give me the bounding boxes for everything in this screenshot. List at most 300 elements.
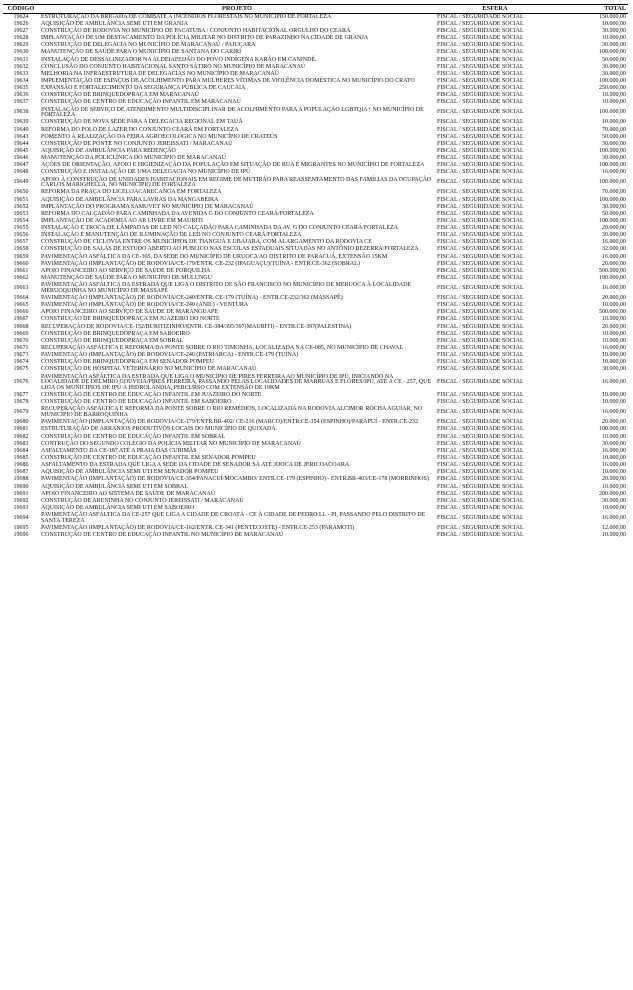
row-total: 70.000,00 [602,189,626,196]
row-sphere: FISCAL / SEGURIDADE SOCIAL [437,119,524,126]
table-row [3,204,628,211]
row-total: 16.000,00 [602,447,626,454]
row-sphere: FISCAL / SEGURIDADE SOCIAL [437,225,524,232]
row-total: 20.000,00 [602,476,626,483]
row-project: RECUPERAÇÃO DE RODOVIA/CE-152/BURITIZINHO/ENTR. CE-384/395/397(MAURITI) - ENTR.CE-397(PALESTINA) [41,323,352,330]
row-total: 20.000,00 [602,419,626,426]
row-project: APOIO FINANCEIRO AO SISTEMA DE SAÚDE DE MARACANAÚ [41,490,216,497]
row-total: 50.000,00 [602,56,626,63]
row-total: 16.000,00 [602,409,626,416]
row-code: 19628 [13,35,29,42]
row-project: AQUISIÇÃO DE AMBULÂNCIA SEMI UTI EM SABOEIRO [41,504,195,511]
row-sphere: FISCAL / SEGURIDADE SOCIAL [437,169,524,176]
row-code: 19646 [13,155,29,162]
row-sphere: FISCAL / SEGURIDADE SOCIAL [437,63,524,70]
table-row [3,107,628,120]
table-row [3,434,628,441]
table-row [3,197,628,204]
row-total: 30.000,00 [602,203,626,210]
table-body [3,14,628,540]
table-row [3,477,628,484]
row-sphere: FISCAL / SEGURIDADE SOCIAL [437,316,524,323]
row-project: CONSTRUÇÃO DE SALAS DE ESTUDO ABERTO AO PÚBLICO NAS ESCOLAS ESTADUAIS SITUADAS NO ANTÔNIO BEZERRA/FORTALEZA [41,246,419,253]
row-total: 30.000,00 [602,63,626,70]
row-sphere: FISCAL / SEGURIDADE SOCIAL [437,42,524,49]
row-project: CONSTRUÇÃO DE CENTRO DE EDUCAÇÃO INFANTIL EM SOBRAL [41,433,226,440]
row-sphere: FISCAL / SEGURIDADE SOCIAL [437,366,524,373]
row-total: 100.000,00 [599,147,626,154]
row-code: 19670 [13,337,29,344]
row-total: 10.000,00 [602,504,626,511]
row-sphere: FISCAL / SEGURIDADE SOCIAL [437,232,524,239]
row-code: 19655 [13,225,29,232]
row-sphere: FISCAL / SEGURIDADE SOCIAL [437,13,524,20]
row-project: AQUISIÇÃO DE AMBULÂNCIA SEMI UTI EM GRANJA [41,20,189,27]
row-total: 10.000,00 [602,483,626,490]
table-row [3,324,628,331]
row-code: 19634 [13,77,29,84]
row-project: PAVIMENTAÇÃO ASFÁLTICA DA CE-365, DA SEDE DO MUNICÍPIO DE URUOCA AO DISTRITO DE PARACUÁ, EXTENSÃO 15KM [41,253,388,260]
row-project: RECUPERAÇÃO ASFÁLTICA E REFORMA DA PONTE SOBRE O RIO TIMONHA, LOCALIZADA NA CE-085, NO MUNICÍPIO DE CHAVAL [41,345,404,352]
row-code: 19638 [13,109,29,116]
row-total: 16.000,00 [602,253,626,260]
row-sphere: FISCAL / SEGURIDADE SOCIAL [437,392,524,399]
table-row [3,170,628,177]
row-sphere: FISCAL / SEGURIDADE SOCIAL [437,189,524,196]
row-total: 10.000,00 [602,352,626,359]
table-row [3,190,628,197]
row-code: 19653 [13,210,29,217]
row-sphere: FISCAL / SEGURIDADE SOCIAL [437,345,524,352]
row-code: 19637 [13,99,29,106]
row-project: AQUISIÇÃO DE AMBULÂNCIA SEMI UTI EM SENADOR POMPEU [41,469,219,476]
row-sphere: FISCAL / SEGURIDADE SOCIAL [437,70,524,77]
row-total: 10.000,00 [602,330,626,337]
row-project: ASFALTAMENTO DA ESTRADA QUE LIGA A SEDE DA CIDADE DE SENADOR SÁ ATÉ JIJOCA DE JERICOACOARA [41,462,350,469]
row-project: AQUISIÇÃO DE AMBULÂNCIA PARA LAVRAS DA MANGABEIRA [41,196,219,203]
row-sphere: FISCAL / SEGURIDADE SOCIAL [437,267,524,274]
header-code: CÓDIGO [3,5,39,14]
table-row [3,512,628,525]
row-project: CONSTRUÇÃO DE CENTRO DE EDUCAÇÃO INFANTIL EM JUAZEIRO DO NORTE [41,392,262,399]
row-total: 16.000,00 [602,239,626,246]
row-code: 19654 [13,217,29,224]
row-project: IMPLANTAÇÃO DE UM DESTACAMENTO DA POLÍCIA MILITAR NO DISTRITO DE PARAZINHO NA CIDADE DE GRANJA [41,35,369,42]
row-sphere: FISCAL / SEGURIDADE SOCIAL [437,469,524,476]
row-project: PAVIMENTAÇÃO (IMPLANTAÇÃO) DE RODOVIA/CE-240/ENTR. CE-179 (TUÍNA) - ENTR.CE-232/362 (MASSAPÊ) [41,295,343,302]
row-total: 70.000,00 [602,126,626,133]
table-row [3,374,628,393]
row-project: CONSTRUÇÃO DE CENTRO DE EDUCAÇÃO INFANTIL EM SABOEIRO [41,399,232,406]
row-code: 19631 [13,56,29,63]
table-row [3,367,628,374]
row-project: CONSTRUÇÃO DE BRINQUEDOPRAÇA EM SENADOR POMPEU [41,359,214,366]
row-code: 19635 [13,85,29,92]
row-code: 19666 [13,309,29,316]
row-total: 50.000,00 [602,210,626,217]
row-project: APOIO FINANCEIRO AO SERVIÇO DE SAÚDE DE MARANGUAPE [41,309,219,316]
row-project: PAVIMENTAÇÃO (IMPLANTAÇÃO) DE RODOVIA/CE-240 (PATRIARCA) - ENTR.CE-179 (TUÍNA) [41,352,299,359]
row-project: CONSTRUÇÃO DE BRINQUEDOPRAÇA EM JUAZEIRO DO NORTE [41,316,220,323]
table-row [3,317,628,324]
row-sphere: FISCAL / SEGURIDADE SOCIAL [437,399,524,406]
row-project: APOIO À CONSTRUÇÃO DE UNIDADES HABITACIONAIS EM REGIME DE MUTIRÃO PARA REASSENTAMENTO DAS FAMÍLIAS DA OCUPAÇÃO CARLOS MARIGHELLA, NO MUNICÍPIO DE FORTALEZA [41,176,432,189]
row-total: 190.000,00 [599,275,626,282]
row-project: REFORMA DO POLO DE LAZER DO CONJUNTO CEARÁ EM FORTALEZA [41,126,239,133]
row-project: CONSTRUÇÃO DE BRINQUEDOPRAÇA EM MARACANAÚ [41,92,200,99]
row-total: 30.000,00 [602,155,626,162]
table-row [3,57,628,64]
row-sphere: FISCAL / SEGURIDADE SOCIAL [437,20,524,27]
row-code: 19696 [13,532,29,539]
row-sphere: FISCAL / SEGURIDADE SOCIAL [437,433,524,440]
row-sphere: FISCAL / SEGURIDADE SOCIAL [437,35,524,42]
row-total: 30.000,00 [602,42,626,49]
row-total: 10.000,00 [602,392,626,399]
row-total: 16.000,00 [602,345,626,352]
row-code: 19645 [13,147,29,154]
row-project: CONSTRUÇÃO DE HOSPITAL VETERINÁRIO NO MUNICÍPIO DE MARACANAÚ [41,366,257,373]
row-code: 19660 [13,260,29,267]
row-code: 19647 [13,162,29,169]
row-project: APOIO FINANCEIRO AO SERVIÇO DE SAÚDE DE FORQUILHA [41,267,211,274]
row-code: 19630 [13,49,29,56]
table-row [3,247,628,254]
row-code: 19685 [13,454,29,461]
row-sphere: FISCAL / SEGURIDADE SOCIAL [437,133,524,140]
row-total: 10.000,00 [602,433,626,440]
row-project: MELHORIA NA INFRAESTRUTURA DE DELEGACIAS NO MUNICÍPIO DE MARACANAÚ [41,70,280,77]
row-total: 10.000,00 [602,20,626,27]
table-row [3,254,628,261]
row-sphere: FISCAL / SEGURIDADE SOCIAL [437,447,524,454]
row-sphere: FISCAL / SEGURIDADE SOCIAL [437,126,524,133]
row-project: PAVIMENTAÇÃO (IMPLANTAÇÃO) DE RODOVIA/CE-354/PANACUÍ/MOCAMBO/ ENTR.CE-179 (ESPINHO) - ENTR.BR-403/CE-178 (MORRINHOS) [41,476,429,483]
row-total: 500.000,00 [599,309,626,316]
row-code: 19693 [13,504,29,511]
row-sphere: FISCAL / SEGURIDADE SOCIAL [437,462,524,469]
row-sphere: FISCAL / SEGURIDADE SOCIAL [437,162,524,169]
row-total: 16.000,00 [602,285,626,292]
row-code: 19674 [13,359,29,366]
row-code: 19680 [13,419,29,426]
row-total: 20.000,00 [602,323,626,330]
row-total: 100.000,00 [599,162,626,169]
row-project: CONSTRUÇÃO DE DELEGACIA NO MUNICÍPIO DE MARACANAÚ / PAJUÇARA [41,42,256,49]
row-project: IMPLANTAÇÃO DE ACADEMIA AO AR LIVRE EM MAURITI [41,217,204,224]
table-row [3,282,628,295]
row-project: PAVIMENTAÇÃO ASFÁLTICA DA CE-257 QUE LIGA A CIDADE DE CROATÁ - CE À CIDADE DE PEDRO LL - PI, PASSANDO PELO DISTRITO DE SANTA TEREZA [41,512,426,524]
row-project: CONSTRUÇÃO DE NOVA SEDE PARA A DELEGACIA REGIONAL EM TAUÁ [41,119,243,126]
row-total: 30.000,00 [602,497,626,504]
row-code: 19652 [13,203,29,210]
row-code: 19640 [13,126,29,133]
row-sphere: FISCAL / SEGURIDADE SOCIAL [437,454,524,461]
row-total: 100.000,00 [599,49,626,56]
row-total: 200.000,00 [599,490,626,497]
row-code: 19675 [13,366,29,373]
row-sphere: FISCAL / SEGURIDADE SOCIAL [437,49,524,56]
row-code: 19692 [13,497,29,504]
row-code: 19663 [13,285,29,292]
row-total: 10.000,00 [602,337,626,344]
row-code: 19668 [13,323,29,330]
row-sphere: FISCAL / SEGURIDADE SOCIAL [437,323,524,330]
row-total: 100.000,00 [599,196,626,203]
row-sphere: FISCAL / SEGURIDADE SOCIAL [437,109,524,116]
header-total: TOTAL [555,5,628,14]
row-total: 10.000,00 [602,316,626,323]
row-total: 100.000,00 [599,109,626,116]
row-project: REFORMA DO CALÇADÃO PARA CAMINHADA DA AVENIDA G DO CONJUNTO CEARÁ/FORTALEZA [41,210,314,217]
row-code: 19683 [13,440,29,447]
row-sphere: FISCAL / SEGURIDADE SOCIAL [437,196,524,203]
row-code: 19664 [13,295,29,302]
row-total: 16.000,00 [602,379,626,386]
row-code: 19678 [13,399,29,406]
row-project: PAVIMENTAÇÃO ASFÁLTICA DA ESTRADA QUE LIGA O DISTRITO DE SÃO FRANCISCO NO MUNICÍPIO DE MERUOCA À LOCALIDADE MERUOQUINHA NO MUNICÍPIO DE MASSAPÊ [41,282,412,294]
row-project: CONSTRUÇÃO DE ARENINHA NO CONJUNTO JEREISSATI / MARACANAÚ [41,497,244,504]
row-total: 30.000,00 [602,232,626,239]
row-sphere: FISCAL / SEGURIDADE SOCIAL [437,203,524,210]
row-code: 19657 [13,239,29,246]
row-project: CONCLUSÃO DO CONJUNTO HABITACIONAL SANTO SÁTIRO NO MUNICÍPIO DE MARACANAÚ [41,63,306,70]
row-sphere: FISCAL / SEGURIDADE SOCIAL [437,92,524,99]
row-sphere: FISCAL / SEGURIDADE SOCIAL [437,253,524,260]
row-code: 19644 [13,140,29,147]
row-code: 19636 [13,92,29,99]
row-total: 20.000,00 [602,295,626,302]
row-sphere: FISCAL / SEGURIDADE SOCIAL [437,309,524,316]
header-sphere: ESFERA [435,5,555,14]
row-sphere: FISCAL / SEGURIDADE SOCIAL [437,426,524,433]
row-sphere: FISCAL / SEGURIDADE SOCIAL [437,99,524,106]
row-total: 10.000,00 [602,454,626,461]
row-total: 30.000,00 [602,440,626,447]
row-sphere: FISCAL / SEGURIDADE SOCIAL [437,246,524,253]
row-sphere: FISCAL / SEGURIDADE SOCIAL [437,210,524,217]
row-code: 19656 [13,232,29,239]
row-project: ASFALTAMENTO DA CE-187 ATÉ A PRAIA DAS CURIMÃS [41,447,197,454]
row-total: 20.000,00 [602,225,626,232]
row-sphere: FISCAL / SEGURIDADE SOCIAL [437,260,524,267]
budget-document [3,4,628,539]
row-sphere: FISCAL / SEGURIDADE SOCIAL [437,532,524,539]
row-code: 19681 [13,426,29,433]
row-sphere: FISCAL / SEGURIDADE SOCIAL [437,379,524,386]
table-row [3,427,628,434]
row-code: 19658 [13,246,29,253]
row-project: MANUTENÇÃO DE SAÚDE PARA O MUNICÍPIO DE SANTANA DO CARIRI [41,49,242,56]
row-code: 19687 [13,469,29,476]
table-row [3,491,628,498]
row-sphere: FISCAL / SEGURIDADE SOCIAL [437,359,524,366]
row-code: 19679 [13,409,29,416]
row-sphere: FISCAL / SEGURIDADE SOCIAL [437,490,524,497]
row-total: 100.000,00 [599,426,626,433]
row-sphere: FISCAL / SEGURIDADE SOCIAL [437,239,524,246]
row-project: INSTALAÇÃO DE DESSALINIZADOR NA ALDEIAFEIJÃO DO POVO INDÍGENA KARÃO EM CANINDÉ. [41,56,317,63]
row-project: REFORMA DA PRAÇA DO LICEU/JACARECANGA EM FORTALEZA [41,189,222,196]
row-total: 20.000,00 [602,260,626,267]
row-code: 19650 [13,189,29,196]
table-row [3,120,628,127]
row-total: 500.000,00 [599,267,626,274]
row-project: IMPLANTAÇÃO DO PROGRAMA SAMUVET NO MUNICÍPIO DE MARACANAÚ [41,203,254,210]
row-project: CONSTRUÇÃO DE CICLOVIA ENTRE OS MUNICÍPIOS DE TIANGUÁ E UBAJARA, COM ALARGAMENTO DA RODOVIA CE [41,239,372,246]
row-code: 19669 [13,330,29,337]
row-project: PAVIMENTAÇÃO ASFÁLTICA DA ESTRADA QUE LIGA O MUNICÍPIO DE PIRES FERREIRA AO MUNICÍPIO DE IPÚ, INICIANDO NA LOCALIDADE DE DELMIRO GOUVEIA/PIRES FERREIRA, PASSANDO PELAS LOCALIDADES DE MARRUÁS E FLORES/IPÚ, ATÉ A CE - 257, QUE LIGA OS MUNICÍPIOS DE IPÚ À HIDROLÂNDIA, PERCURSO COM EXTENSÃO DE 19KM [41,373,432,391]
table-row [3,14,628,22]
row-total: 12.000,00 [602,524,626,531]
row-code: 19624 [13,13,29,20]
row-total: 16.000,00 [602,462,626,469]
row-project: CONSTRUÇÃO DE RODOVIA NO MUNICÍPIO DE PACATUBA / CONJUNTO HABITACIONAL ORGULHO DO CEARÁ [41,28,351,34]
row-total: 100.000,00 [599,179,626,186]
row-code: 19662 [13,275,29,282]
row-sphere: FISCAL / SEGURIDADE SOCIAL [437,155,524,162]
table-row [3,177,628,190]
table-row [3,407,628,420]
row-total: 150.000,00 [599,13,626,20]
row-sphere: FISCAL / SEGURIDADE SOCIAL [437,179,524,186]
table-row [3,100,628,107]
row-total: 16.000,00 [602,514,626,521]
row-sphere: FISCAL / SEGURIDADE SOCIAL [437,275,524,282]
row-project: INSTALAÇÃO DE SERVIÇO DE ATENDIMENTO MULTIDISCIPLINAR DE ACOLHIMENTO PARA A POPULAÇÃO LGBTQIA+ NO MUNICÍPIO DE FORTALEZA [41,106,424,119]
row-sphere: FISCAL / SEGURIDADE SOCIAL [437,85,524,92]
row-sphere: FISCAL / SEGURIDADE SOCIAL [437,217,524,224]
row-project: RECUPERAÇÃO ASFÁLTICA E REFORMA DA PONTE SOBRE O RIO REMÉDIOS, LOCALIZADA NA RODOVIA ALCIMOR ROCHA AGUIAR, NO MUNICÍPIO DE BARROQUINHA [41,406,423,419]
row-total: 32.000,00 [602,246,626,253]
row-code: 19673 [13,352,29,359]
row-sphere: FISCAL / SEGURIDADE SOCIAL [437,483,524,490]
row-code: 19639 [13,119,29,126]
table-row [3,532,628,539]
row-code: 19694 [13,514,29,521]
row-sphere: FISCAL / SEGURIDADE SOCIAL [437,337,524,344]
table-header [3,5,628,14]
row-sphere: FISCAL / SEGURIDADE SOCIAL [437,302,524,309]
row-sphere: FISCAL / SEGURIDADE SOCIAL [437,28,524,34]
row-sphere: FISCAL / SEGURIDADE SOCIAL [437,524,524,531]
row-total: 30.000,00 [602,70,626,77]
row-code: 19690 [13,483,29,490]
header-project: PROJETO [39,5,435,14]
row-project: AQUISIÇÃO DE AMBULÂNCIA PARA REDENÇÃO [41,147,176,154]
row-code: 19665 [13,302,29,309]
row-sphere: FISCAL / SEGURIDADE SOCIAL [437,497,524,504]
row-project: PAVIMENTAÇÃO (IMPLANTAÇÃO) DE RODOVIA/CE-179/ENTR.BR-402/ CE-216 (MARCO)/ENTR.CE-354 (ESPINHO)/PARAPUÍ - ENTR.CE-232 [41,419,418,426]
row-project: EXPANSÃO E FORTALECIMENTO DA SEGURANÇA PÚBLICA DE CAUCAIA [41,85,246,92]
row-total: 10.000,00 [602,399,626,406]
row-total: 16.000,00 [602,169,626,176]
row-code: 19671 [13,345,29,352]
row-project: CONSTRUÇÃO E INSTALAÇÃO DE UMA DELEGACIA NO MUNICÍPIO DE IPÚ [41,169,251,176]
row-sphere: FISCAL / SEGURIDADE SOCIAL [437,440,524,447]
row-code: 19677 [13,392,29,399]
row-sphere: FISCAL / SEGURIDADE SOCIAL [437,419,524,426]
row-total: 250.000,00 [599,85,626,92]
row-project: INSTALAÇÃO E TROCA DE LÂMPADAS DE LED NO CALÇADÃO PARA CAMINHADA DA AV. G DO CONJUNTO CEARÁ/FORTALEZA [41,225,398,232]
table-row [3,484,628,491]
row-sphere: FISCAL / SEGURIDADE SOCIAL [437,285,524,292]
row-code: 19627 [13,28,29,34]
row-sphere: FISCAL / SEGURIDADE SOCIAL [437,514,524,521]
row-code: 19691 [13,490,29,497]
row-code: 19659 [13,253,29,260]
row-code: 19651 [13,196,29,203]
row-code: 19688 [13,476,29,483]
row-code: 19667 [13,316,29,323]
row-code: 19676 [13,379,29,386]
row-total: 30.000,00 [602,140,626,147]
row-sphere: FISCAL / SEGURIDADE SOCIAL [437,504,524,511]
row-project: CONSTRUÇÃO DE BRINQUEDOPRAÇA EM SOBRAL [41,337,184,344]
projects-table [3,4,628,539]
row-project: CONSTRUÇÃO DE BRINQUEDOPRAÇA EM SABOEIRO [41,330,190,337]
row-code: 19643 [13,133,29,140]
row-total: 100.000,00 [599,77,626,84]
row-total: 10.000,00 [602,532,626,539]
row-code: 19632 [13,63,29,70]
row-code: 19695 [13,524,29,531]
row-total: 30.000,00 [602,28,626,34]
row-total: 10.000,00 [602,359,626,366]
row-code: 19648 [13,169,29,176]
row-project: FOMENTO À REALIZAÇÃO DA FEIRA AGROECOLÓGICA NO MUNICÍPIO DE CRATEÚS [41,133,278,140]
row-code: 19633 [13,70,29,77]
row-project: ESTRUTURAÇÃO DA BRIGADA DE COMBATE A INCÊNDIOS FLORESTAIS NO MUNICÍPIO DE FORTALEZA [41,13,332,20]
row-project: IMPLEMENTAÇÃO DE ESPAÇOS DE ACOLHIMENTO PARA MULHERES VÍTIMAS DE VIOLÊNCIA DOMÉSTICA NO MUNICÍPIO DO CRATO [41,77,415,84]
row-code: 19682 [13,433,29,440]
row-sphere: FISCAL / SEGURIDADE SOCIAL [437,476,524,483]
row-total: 10.000,00 [602,119,626,126]
row-code: 19629 [13,42,29,49]
row-code: 19684 [13,447,29,454]
row-project: CONSTRUÇÃO DE CENTRO DE EDUCAÇÃO INFANTIL EM SENADOR POMPEU [41,454,256,461]
row-sphere: FISCAL / SEGURIDADE SOCIAL [437,330,524,337]
row-total: 10.000,00 [602,99,626,106]
row-total: 10.000,00 [602,469,626,476]
table-row [3,127,628,134]
row-project: PAVIMENTAÇÃO (IMPLANTAÇÃO) DE RODOVIA/CE-162/ENTR. CE-341 (PENTECOSTE) - ENTR.CE-253 (PARAMOTI) [41,524,355,531]
row-project: CONSTRUÇÃO DE CENTRO DE EDUCAÇÃO INFANTIL NO MUNICÍPIO DE MARACANAÚ [41,532,284,539]
row-project: INSTALAÇÃO E MANUTENÇÃO DE ILUMINAÇÃO DE LED NO CONJUNTO CEARÁ/FORTALEZA [41,232,302,239]
row-total: 10.000,00 [602,92,626,99]
row-project: AQUISIÇÃO DE AMBULÂNCIA SEMI UTI EM SOBRAL [41,483,189,490]
row-sphere: FISCAL / SEGURIDADE SOCIAL [437,295,524,302]
row-total: 100.000,00 [599,217,626,224]
row-sphere: FISCAL / SEGURIDADE SOCIAL [437,56,524,63]
row-project: PAVIMENTAÇÃO (IMPLANTAÇÃO) DE RODOVIA/CE-240 (ANIL) - VENTURA [41,302,249,309]
row-total: 10.000,00 [602,35,626,42]
row-sphere: FISCAL / SEGURIDADE SOCIAL [437,77,524,84]
row-code: 19626 [13,20,29,27]
row-code: 19661 [13,267,29,274]
table-row [3,50,628,57]
row-sphere: FISCAL / SEGURIDADE SOCIAL [437,409,524,416]
row-code: 19649 [13,179,29,186]
row-sphere: FISCAL / SEGURIDADE SOCIAL [437,147,524,154]
row-project: MANUTENÇÃO DE SAÚDE PARA O MUNICÍPIO DE MULUNGU [41,275,212,282]
row-total: 50.000,00 [602,133,626,140]
row-total: 30.000,00 [602,366,626,373]
row-project: CONSTRUÇÃO DE CENTRO DE EDUCAÇÃO INFANTIL EM MARACANAÚ [41,99,241,106]
row-project: AÇÕES DE ORIENTAÇÃO, APOIO E HIGIENIZAÇÃO DA POPULAÇÃO EM SITUAÇÃO DE RUA E MIGRANTES NO MUNICÍPIO DE FORTALEZA [41,162,425,169]
row-project: CONSTRUÇÃO DE PONTE NO CONJUNTO JEREISSATI / MARACANAÚ [41,140,233,147]
row-project: CONTRUÇÃO DO SEGUNDO COLÉGIO DA POLÍCIA MILITAR NO MUNICÍPIO DE MARACANAÚ [41,440,301,447]
